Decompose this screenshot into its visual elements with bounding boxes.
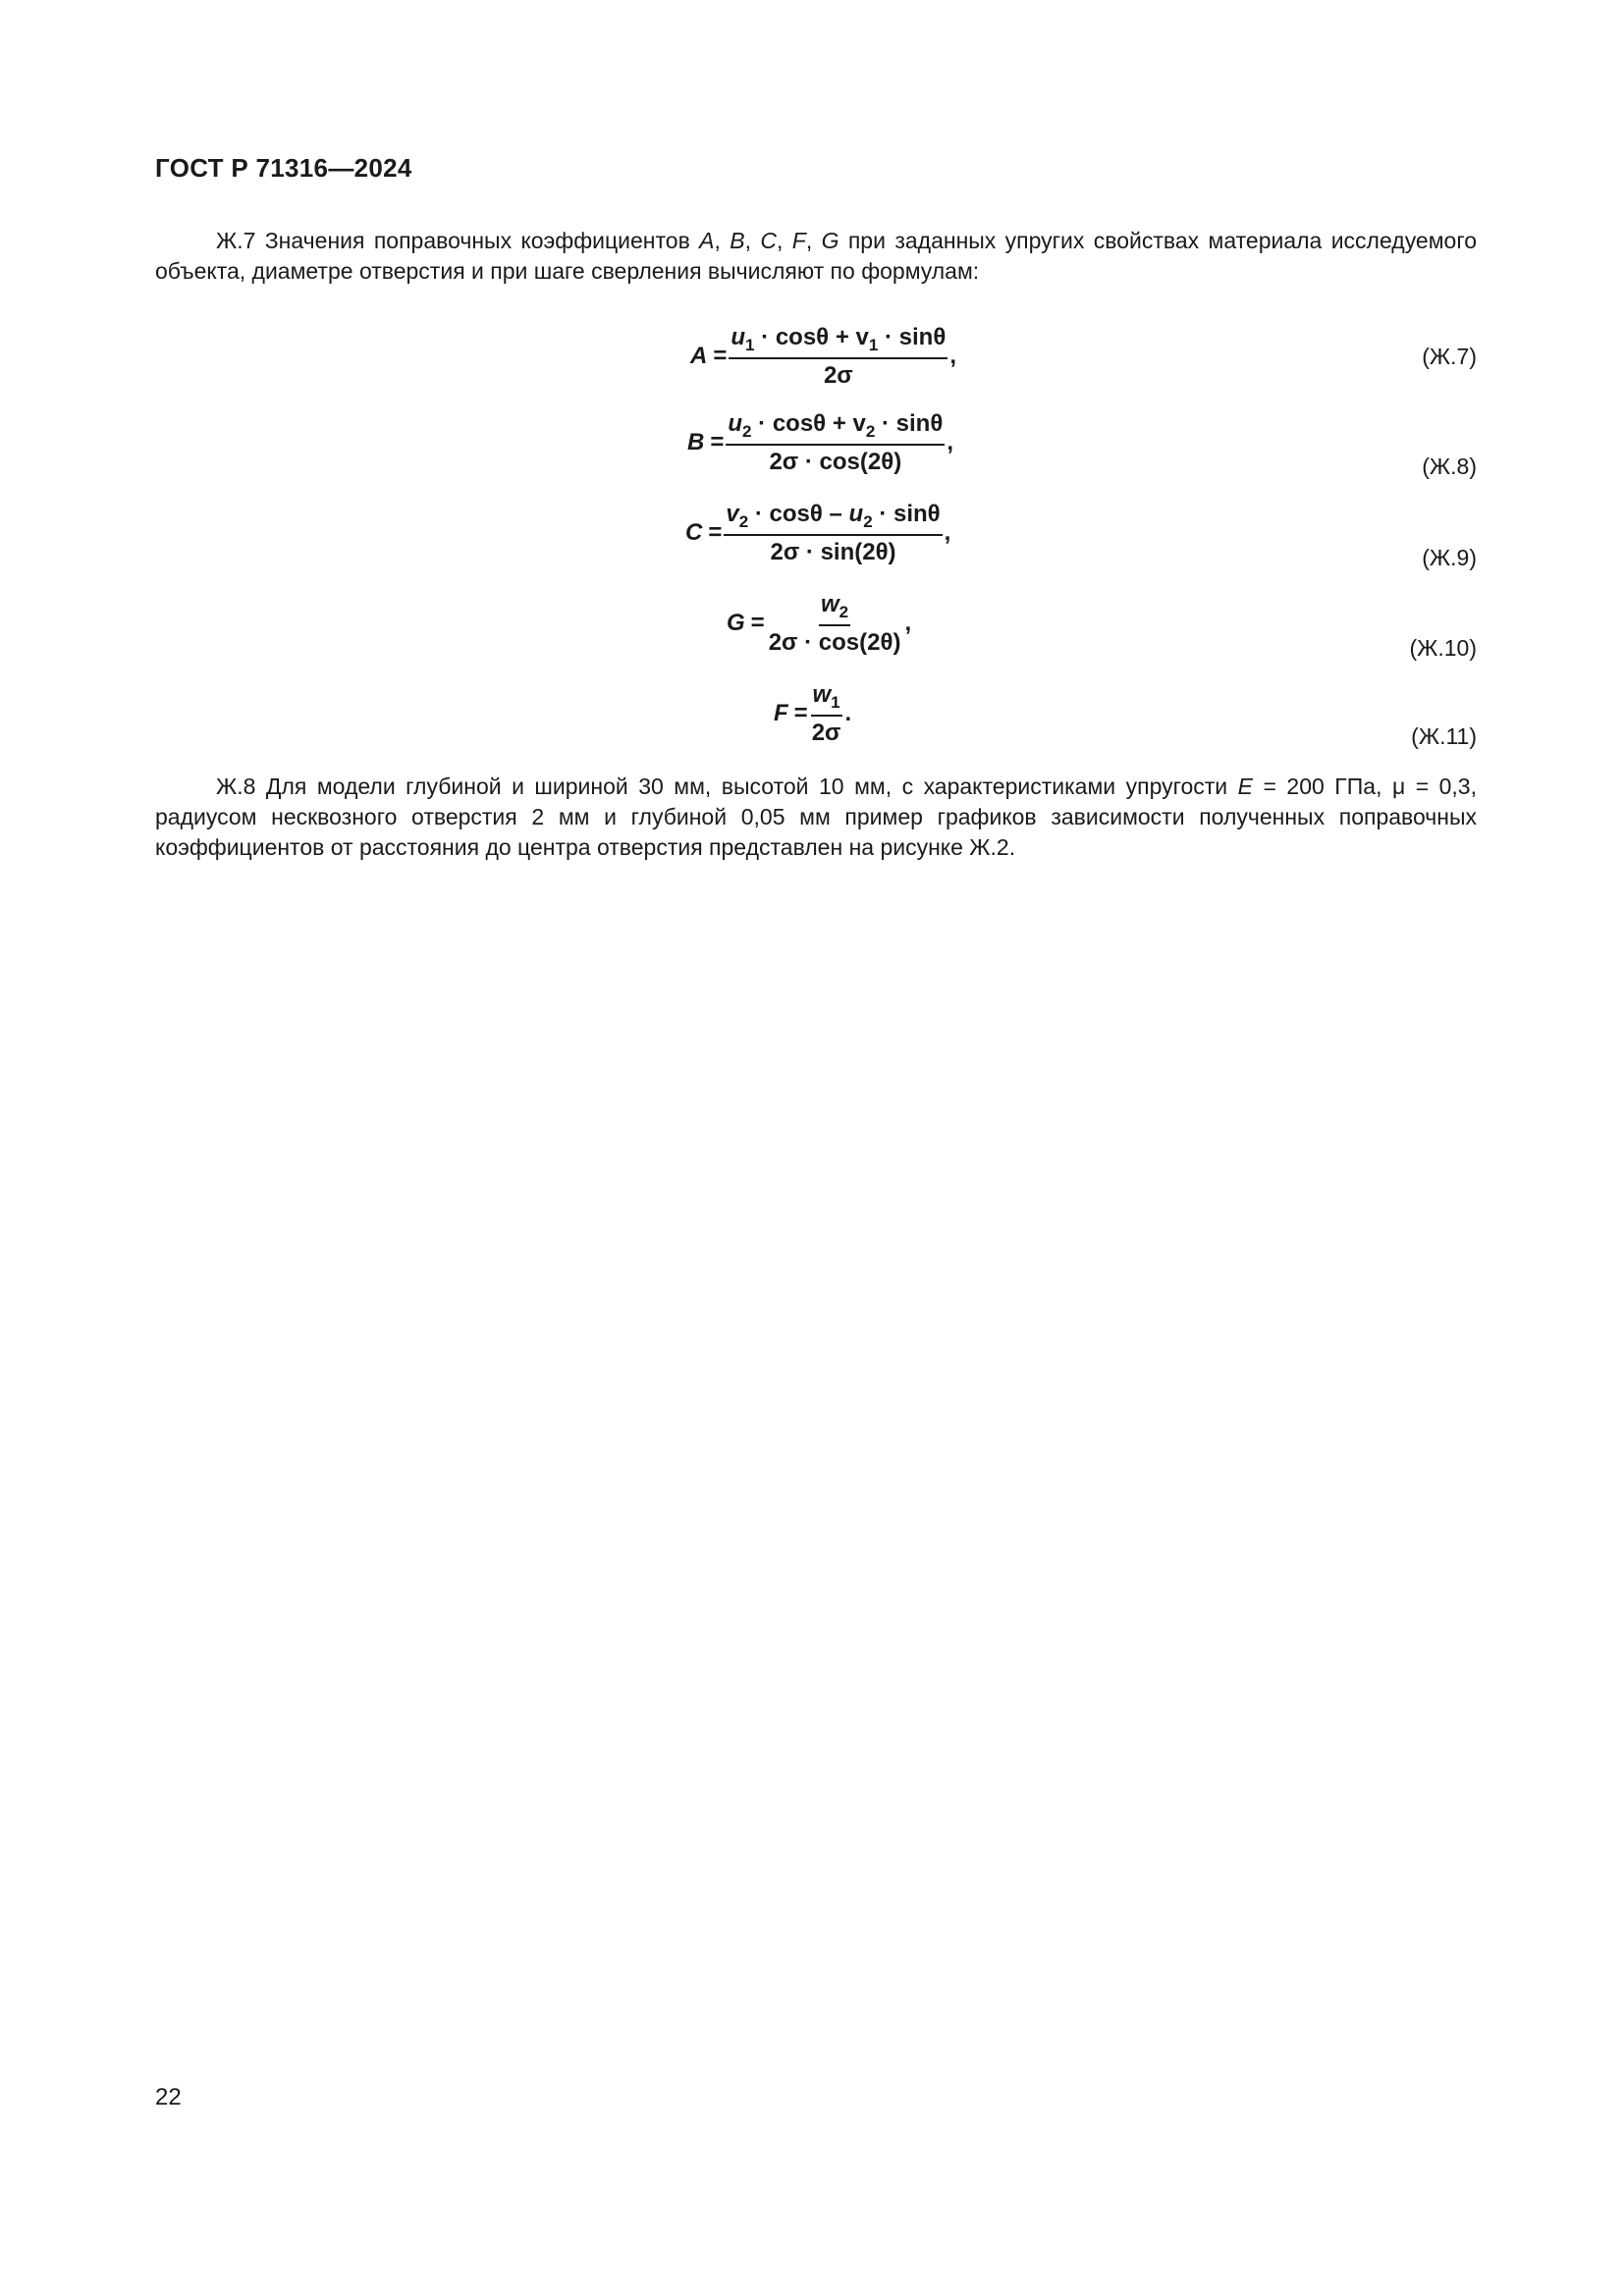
formula-punct: , (944, 519, 951, 547)
text-sep: , (777, 228, 792, 253)
formula-punct: , (947, 429, 953, 456)
text-fragment: = 200 ГПа, μ = 0,3, радиусом несквозного отверстия 2 мм и глубиной 0,05 мм пример графиков зависимости полученных поправочных коэффициентов от расстояния до центра отверстия представлен на рисунке Ж.2. (155, 774, 1477, 860)
var-b: B (730, 228, 745, 253)
formula-lhs: F (774, 700, 788, 727)
formula-numerator: $u_1 \cdot \cos\theta + v_1 \cdot \sin\theta$ (729, 324, 947, 359)
text-sep: , (714, 228, 731, 253)
equation-number: (Ж.7) (1422, 344, 1477, 369)
formula-lhs: B (687, 429, 705, 456)
formula-fraction (810, 681, 843, 747)
formula-b: B = $\frac{u_2 \cdot \cos\theta + v_2 \cdot \sin\theta}{2\sigma \cdot \cos(2\theta)}$ , (687, 410, 953, 475)
formula-denominator: 2σ · cos(2θ) (768, 628, 901, 656)
formula-fraction (726, 410, 945, 476)
formula-numerator: $w_2$ (819, 591, 850, 626)
paragraph-model-example (155, 772, 1477, 863)
formula-punct: . (844, 700, 852, 727)
formula-fraction (729, 324, 947, 390)
formula-denominator: 2σ (823, 361, 853, 389)
text-sep: , (805, 228, 822, 253)
formula-a: A = $\frac{u_1 \cdot \cos\theta + v_1 \cdot \sin\theta}{2\sigma}$ , (690, 324, 956, 389)
formula-fraction (724, 501, 942, 566)
formula-fraction (767, 591, 903, 657)
equation-number: (Ж.8) (1422, 454, 1477, 479)
text-fragment: при заданных упругих свойствах материала исследуемого объекта, диаметре отверстия и при шаге сверления вычисляют по формулам: (155, 228, 1478, 284)
var-c: C (760, 228, 777, 253)
formula-lhs: C (685, 519, 703, 547)
formula-punct: , (949, 343, 956, 370)
formula-punct: , (904, 610, 912, 637)
var-a: A (699, 228, 715, 253)
var-e: E (1237, 774, 1253, 799)
document-header: ГОСТ Р 71316—2024 (155, 153, 412, 183)
equation-number: (Ж.11) (1411, 723, 1477, 749)
equation-number: (Ж.10) (1409, 635, 1477, 661)
paragraph-coefficients-intro (155, 226, 1477, 287)
formula-lhs: A (690, 343, 708, 370)
formula-denominator: 2σ · cos(2θ) (769, 448, 902, 475)
page-number: 22 (155, 2084, 182, 2110)
formula-numerator: $v_2 \cdot \cos\theta - u_2 \cdot \sin\theta$ (724, 501, 942, 536)
equation-number: (Ж.9) (1422, 545, 1477, 570)
formula-numerator: $u_2 \cdot \cos\theta + v_2 \cdot \sin\theta$ (726, 410, 945, 446)
formula-c: C = $\frac{v_2 \cdot \cos\theta - u_2 \cdot \sin\theta}{2\sigma \cdot \sin(2\theta)}$ , (685, 501, 951, 565)
formula-denominator: 2σ (811, 719, 841, 746)
formula-numerator: $w_1$ (811, 681, 842, 717)
var-f: F (791, 228, 806, 253)
formula-g: G = $\frac{w_2}{2\sigma \cdot \cos(2\theta)}$ , (727, 591, 912, 656)
var-g: G (821, 228, 839, 253)
formula-f: F = $\frac{w_1}{2\sigma}$ . (774, 681, 852, 746)
formula-denominator: 2σ · sin(2θ) (770, 538, 896, 565)
text-fragment: Ж.8 Для модели глубиной и шириной 30 мм, высотой 10 мм, с характеристиками упругости (216, 774, 1238, 799)
formula-lhs: G (727, 610, 745, 637)
text-sep: , (744, 228, 761, 253)
text-fragment: Ж.7 Значения поправочных коэффициентов (216, 228, 700, 253)
